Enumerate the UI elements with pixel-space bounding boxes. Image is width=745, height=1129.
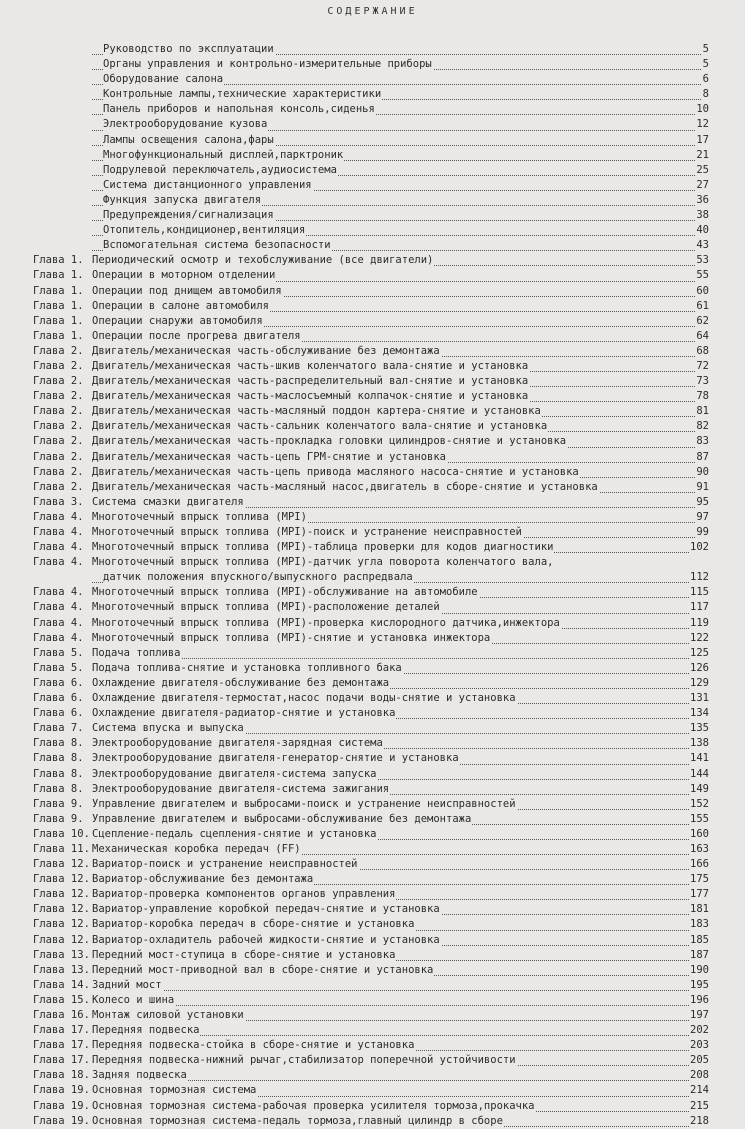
entry-title: Двигатель/механическая часть-обслуживание без демонтажа <box>92 344 441 359</box>
page-number: 141 <box>689 751 709 766</box>
entry-title: Охлаждение двигателя-радиатор-снятие и установка <box>92 706 396 721</box>
toc-entry <box>0 917 745 932</box>
page-number: 196 <box>689 993 709 1008</box>
entry-title: Система впуска и выпуска <box>92 721 245 736</box>
chapter-label: Глава 4. <box>33 600 85 615</box>
toc-entry <box>0 842 745 857</box>
toc-entry <box>0 480 745 495</box>
entry-title: Вариатор-коробка передач в сборе-снятие и установка <box>92 917 415 932</box>
page-number: 131 <box>689 691 709 706</box>
entry-title: Колесо и шина <box>92 993 175 1008</box>
page-number: 102 <box>689 540 709 555</box>
page-number: 215 <box>689 1099 709 1114</box>
entry-title: Охлаждение двигателя-обслуживание без демонтажа <box>92 676 390 691</box>
entry-title: Двигатель/механическая часть-шкив коленчатого вала-снятие и установка <box>92 359 529 374</box>
entry-title: Двигатель/механическая часть-распределительный вал-снятие и установка <box>92 374 529 389</box>
chapter-label: Глава 3. <box>33 495 85 510</box>
toc-entry <box>0 887 745 902</box>
toc-entry <box>0 540 745 555</box>
toc-entry <box>0 570 745 585</box>
page-number: 152 <box>689 797 709 812</box>
toc-entry <box>0 148 745 163</box>
chapter-label: Глава 12. <box>33 857 91 872</box>
page-number: 129 <box>689 676 709 691</box>
chapter-label: Глава 5. <box>33 661 85 676</box>
toc-entry <box>0 117 745 132</box>
chapter-label: Глава 1. <box>33 314 85 329</box>
toc-entry <box>0 948 745 963</box>
entry-title: Функция запуска двигателя <box>103 193 262 208</box>
entry-title: Управление двигателем и выбросами-поиск и устранение неисправностей <box>92 797 517 812</box>
entry-title: Основная тормозная система-педаль тормоза,главный цилиндр в сборе <box>92 1114 504 1129</box>
page-number: 144 <box>689 767 709 782</box>
chapter-label: Глава 10. <box>33 827 91 842</box>
entry-title: Многоточечный впрыск топлива (MPI)-проверка кислородного датчика,инжектора <box>92 616 561 631</box>
toc-entry <box>0 1068 745 1083</box>
chapter-label: Глава 2. <box>33 465 85 480</box>
entry-title: Электрооборудование двигателя-система зажигания <box>92 782 390 797</box>
chapter-label: Глава 19. <box>33 1083 91 1098</box>
page-number: 62 <box>695 314 709 329</box>
toc-entry <box>0 767 745 782</box>
toc-entry <box>0 706 745 721</box>
entry-title: Многоточечный впрыск топлива (MPI)-снятие и установка инжектора <box>92 631 491 646</box>
chapter-label: Глава 1. <box>33 299 85 314</box>
page-number: 90 <box>695 465 709 480</box>
entry-title: Вариатор-обслуживание без демонтажа <box>92 872 314 887</box>
page-number: 82 <box>695 419 709 434</box>
page-number: 91 <box>695 480 709 495</box>
toc-entry <box>0 902 745 917</box>
entry-title: Двигатель/механическая часть-масляный насос,двигатель в сборе-снятие и установка <box>92 480 599 495</box>
page-number: 166 <box>689 857 709 872</box>
toc-entry <box>0 299 745 314</box>
entry-title: Основная тормозная система <box>92 1083 257 1098</box>
toc-entry <box>0 812 745 827</box>
chapter-label: Глава 2. <box>33 389 85 404</box>
entry-title: Операции после прогрева двигателя <box>92 329 302 344</box>
entry-title: Электрооборудование двигателя-система запуска <box>92 767 377 782</box>
page-number: 119 <box>689 616 709 631</box>
entry-title: Многоточечный впрыск топлива (MPI)-таблица проверки для кодов диагностики <box>92 540 554 555</box>
page-number: 135 <box>689 721 709 736</box>
page-number: 38 <box>695 208 709 223</box>
entry-title: Подача топлива-снятие и установка топливного бака <box>92 661 403 676</box>
page-number: 68 <box>695 344 709 359</box>
page-number: 27 <box>695 178 709 193</box>
toc-entry <box>0 495 745 510</box>
entry-title: Двигатель/механическая часть-цепь привода масляного насоса-снятие и установка <box>92 465 580 480</box>
chapter-label: Глава 12. <box>33 902 91 917</box>
toc-entry <box>0 933 745 948</box>
toc-entry <box>0 87 745 102</box>
page-number: 202 <box>689 1023 709 1038</box>
entry-title: Задний мост <box>92 978 163 993</box>
page-number: 72 <box>695 359 709 374</box>
page-number: 83 <box>695 434 709 449</box>
entry-title: Операции под днищем автомобиля <box>92 284 283 299</box>
chapter-label: Глава 9. <box>33 812 85 827</box>
page-number: 73 <box>695 374 709 389</box>
toc-entry <box>0 284 745 299</box>
page-number: 214 <box>689 1083 709 1098</box>
chapter-label: Глава 13. <box>33 963 91 978</box>
chapter-label: Глава 6. <box>33 676 85 691</box>
toc-entry <box>0 600 745 615</box>
page-number: 195 <box>689 978 709 993</box>
chapter-label: Глава 12. <box>33 887 91 902</box>
chapter-label: Глава 16. <box>33 1008 91 1023</box>
entry-title: Вспомогательная система безопасности <box>103 238 332 253</box>
entry-title: Передний мост-ступица в сборе-снятие и установка <box>92 948 396 963</box>
toc-entry <box>0 102 745 117</box>
toc-entry <box>0 782 745 797</box>
toc-entry <box>0 736 745 751</box>
entry-title: Передняя подвеска-стойка в сборе-снятие и установка <box>92 1038 415 1053</box>
page-number: 81 <box>695 404 709 419</box>
toc-entry <box>0 359 745 374</box>
toc-entry <box>0 872 745 887</box>
chapter-label: Глава 12. <box>33 933 91 948</box>
page-number: 115 <box>689 585 709 600</box>
page-number: 60 <box>695 284 709 299</box>
page-number: 122 <box>689 631 709 646</box>
toc-entry <box>0 450 745 465</box>
entry-title: Вариатор-охладитель рабочей жидкости-снятие и установка <box>92 933 441 948</box>
entry-title: Операции снаружи автомобиля <box>92 314 264 329</box>
page-number: 138 <box>689 736 709 751</box>
toc-entry <box>0 661 745 676</box>
chapter-label: Глава 6. <box>33 706 85 721</box>
entry-title: Контрольные лампы,технические характеристики <box>103 87 382 102</box>
toc-entry <box>0 978 745 993</box>
toc-entry <box>0 631 745 646</box>
entry-title: Многоточечный впрыск топлива (MPI)-обслуживание на автомобиле <box>92 585 479 600</box>
toc-entry <box>0 676 745 691</box>
toc-entry <box>0 178 745 193</box>
chapter-label: Глава 2. <box>33 434 85 449</box>
page-number: 6 <box>702 72 709 87</box>
chapter-label: Глава 1. <box>33 329 85 344</box>
toc-entry <box>0 253 745 268</box>
page-number: 12 <box>695 117 709 132</box>
toc-entry <box>0 223 745 238</box>
chapter-label: Глава 2. <box>33 344 85 359</box>
entry-title: Двигатель/механическая часть-прокладка головки цилиндров-снятие и установка <box>92 434 567 449</box>
chapter-label: Глава 4. <box>33 555 85 570</box>
chapter-label: Глава 2. <box>33 419 85 434</box>
toc-entry <box>0 857 745 872</box>
toc-entry <box>0 374 745 389</box>
toc-entry <box>0 314 745 329</box>
page-number: 160 <box>689 827 709 842</box>
chapter-label: Глава 2. <box>33 404 85 419</box>
toc-entry <box>0 465 745 480</box>
toc-entry <box>0 1099 745 1114</box>
chapter-label: Глава 8. <box>33 736 85 751</box>
toc-entry <box>0 963 745 978</box>
toc-entry <box>0 329 745 344</box>
toc-entry <box>0 208 745 223</box>
page-number: 149 <box>689 782 709 797</box>
chapter-label: Глава 14. <box>33 978 91 993</box>
toc-entry <box>0 1038 745 1053</box>
entry-title: Подрулевой переключатель,аудиосистема <box>103 163 338 178</box>
entry-title: Вариатор-проверка компонентов органов управления <box>92 887 396 902</box>
chapter-label: Глава 8. <box>33 782 85 797</box>
page-number: 112 <box>689 570 709 585</box>
entry-title: Вариатор-управление коробкой передач-снятие и установка <box>92 902 441 917</box>
page-number: 87 <box>695 450 709 465</box>
page-number: 10 <box>695 102 709 117</box>
page-number: 17 <box>695 133 709 148</box>
toc-entry <box>0 510 745 525</box>
page-number: 97 <box>695 510 709 525</box>
entry-title: Многоточечный впрыск топлива (MPI)-расположение деталей <box>92 600 441 615</box>
toc-entry <box>0 404 745 419</box>
chapter-label: Глава 4. <box>33 540 85 555</box>
chapter-label: Глава 15. <box>33 993 91 1008</box>
toc-entry <box>0 993 745 1008</box>
page-number: 187 <box>689 948 709 963</box>
toc-entry <box>0 646 745 661</box>
chapter-label: Глава 18. <box>33 1068 91 1083</box>
page-number: 95 <box>695 495 709 510</box>
chapter-label: Глава 2. <box>33 480 85 495</box>
toc-entry <box>0 268 745 283</box>
entry-title: Электрооборудование двигателя-зарядная система <box>92 736 384 751</box>
toc-entry <box>0 238 745 253</box>
page-number: 205 <box>689 1053 709 1068</box>
toc-entry <box>0 721 745 736</box>
chapter-label: Глава 19. <box>33 1099 91 1114</box>
chapter-label: Глава 17. <box>33 1053 91 1068</box>
toc-entry <box>0 133 745 148</box>
entry-title: Система дистанционного управления <box>103 178 313 193</box>
toc-entry <box>0 1023 745 1038</box>
chapter-label: Глава 12. <box>33 917 91 932</box>
chapter-label: Глава 8. <box>33 767 85 782</box>
toc-entry <box>0 193 745 208</box>
toc-entry <box>0 42 745 57</box>
entry-title: Двигатель/механическая часть-сальник коленчатого вала-снятие и установка <box>92 419 548 434</box>
page-number: 78 <box>695 389 709 404</box>
entry-title: Многоточечный впрыск топлива (MPI)-поиск и устранение неисправностей <box>92 525 523 540</box>
page-number: 36 <box>695 193 709 208</box>
chapter-label: Глава 2. <box>33 374 85 389</box>
toc-entry <box>0 1114 745 1129</box>
chapter-label: Глава 6. <box>33 691 85 706</box>
toc-entry <box>0 163 745 178</box>
entry-title: Предупреждения/сигнализация <box>103 208 275 223</box>
chapter-label: Глава 17. <box>33 1038 91 1053</box>
page-number: 155 <box>689 812 709 827</box>
entry-title: Панель приборов и напольная консоль,сиденья <box>103 102 376 117</box>
toc-entry <box>0 57 745 72</box>
toc-entry <box>0 1083 745 1098</box>
entry-title: Механическая коробка передач (FF) <box>92 842 302 857</box>
entry-title: Вариатор-поиск и устранение неисправностей <box>92 857 359 872</box>
toc-entry <box>0 419 745 434</box>
entry-title: Двигатель/механическая часть-цепь ГРМ-снятие и установка <box>92 450 447 465</box>
page-number: 55 <box>695 268 709 283</box>
toc-entry <box>0 389 745 404</box>
chapter-label: Глава 2. <box>33 450 85 465</box>
entry-title: Управление двигателем и выбросами-обслуживание без демонтажа <box>92 812 472 827</box>
page-number: 99 <box>695 525 709 540</box>
entry-title: Передний мост-приводной вал в сборе-снятие и установка <box>92 963 434 978</box>
entry-title: Многоточечный впрыск топлива (MPI)-датчик угла поворота коленчатого вала, <box>92 555 554 570</box>
entry-title: Оборудование салона <box>103 72 224 87</box>
page-number: 61 <box>695 299 709 314</box>
entry-title: Система смазки двигателя <box>92 495 245 510</box>
entry-title: Руководство по эксплуатации <box>103 42 275 57</box>
page-number: 183 <box>689 917 709 932</box>
toc-entry <box>0 616 745 631</box>
page-number: 117 <box>689 600 709 615</box>
toc-entry <box>0 344 745 359</box>
page-number: 25 <box>695 163 709 178</box>
entry-title: Подача топлива <box>92 646 182 661</box>
entry-title: Передняя подвеска <box>92 1023 200 1038</box>
toc-entry <box>0 1008 745 1023</box>
entry-title: Задняя подвеска <box>92 1068 188 1083</box>
entry-title: Периодический осмотр и техобслуживание (все двигатели) <box>92 253 434 268</box>
chapter-label: Глава 8. <box>33 751 85 766</box>
page-number: 126 <box>689 661 709 676</box>
page-number: 197 <box>689 1008 709 1023</box>
chapter-label: Глава 4. <box>33 510 85 525</box>
page-number: 181 <box>689 902 709 917</box>
chapter-label: Глава 1. <box>33 284 85 299</box>
page-number: 43 <box>695 238 709 253</box>
page-number: 185 <box>689 933 709 948</box>
page-number: 125 <box>689 646 709 661</box>
entry-title: Многоточечный впрыск топлива (MPI) <box>92 510 308 525</box>
entry-title: Основная тормозная система-рабочая проверка усилителя тормоза,прокачка <box>92 1099 536 1114</box>
page-number: 64 <box>695 329 709 344</box>
entry-title: Органы управления и контрольно-измерительные приборы <box>103 57 433 72</box>
entry-title: Монтаж силовой установки <box>92 1008 245 1023</box>
entry-title: Электрооборудование кузова <box>103 117 268 132</box>
chapter-label: Глава 7. <box>33 721 85 736</box>
toc-entry <box>0 691 745 706</box>
toc-entry <box>0 525 745 540</box>
toc-entry <box>0 555 745 570</box>
entry-title: Передняя подвеска-нижний рычаг,стабилизатор поперечной устойчивости <box>92 1053 517 1068</box>
page-number: 134 <box>689 706 709 721</box>
toc-entry <box>0 827 745 842</box>
entry-title: Сцепление-педаль сцепления-снятие и установка <box>92 827 377 842</box>
entry-title: Охлаждение двигателя-термостат,насос подачи воды-снятие и установка <box>92 691 517 706</box>
page-number: 40 <box>695 223 709 238</box>
chapter-label: Глава 17. <box>33 1023 91 1038</box>
dot-leader <box>92 989 709 991</box>
entry-title: Многофункциональный дисплей,парктроник <box>103 148 344 163</box>
page-number: 218 <box>689 1114 709 1129</box>
chapter-label: Глава 2. <box>33 359 85 374</box>
page-number: 208 <box>689 1068 709 1083</box>
toc-entry <box>0 434 745 449</box>
toc-entry <box>0 797 745 812</box>
page-number: 8 <box>702 87 709 102</box>
page-number: 177 <box>689 887 709 902</box>
page-number: 5 <box>702 42 709 57</box>
toc-entry <box>0 72 745 87</box>
toc-entry <box>0 1053 745 1068</box>
entry-title: Операции в салоне автомобиля <box>92 299 270 314</box>
page-number: 53 <box>695 253 709 268</box>
chapter-label: Глава 1. <box>33 253 85 268</box>
entry-title: Двигатель/механическая часть-маслосъемный колпачок-снятие и установка <box>92 389 529 404</box>
entry-title: Электрооборудование двигателя-генератор-снятие и установка <box>92 751 460 766</box>
page-number: 5 <box>702 57 709 72</box>
chapter-label: Глава 5. <box>33 646 85 661</box>
dot-leader <box>92 657 709 659</box>
chapter-label: Глава 9. <box>33 797 85 812</box>
page-number: 175 <box>689 872 709 887</box>
chapter-label: Глава 1. <box>33 268 85 283</box>
chapter-label: Глава 12. <box>33 872 91 887</box>
page-number: 163 <box>689 842 709 857</box>
chapter-label: Глава 4. <box>33 631 85 646</box>
entry-title: Операции в моторном отделении <box>92 268 276 283</box>
entry-title: Отопитель,кондиционер,вентиляция <box>103 223 306 238</box>
entry-title: Лампы освещения салона,фары <box>103 133 275 148</box>
table-of-contents <box>0 42 745 1129</box>
chapter-label: Глава 19. <box>33 1114 91 1129</box>
chapter-label: Глава 4. <box>33 616 85 631</box>
chapter-label: Глава 4. <box>33 585 85 600</box>
page-number: 203 <box>689 1038 709 1053</box>
dot-leader <box>92 1004 709 1006</box>
entry-title: Двигатель/механическая часть-масляный поддон картера-снятие и установка <box>92 404 542 419</box>
toc-entry <box>0 751 745 766</box>
chapter-label: Глава 13. <box>33 948 91 963</box>
toc-entry <box>0 585 745 600</box>
chapter-label: Глава 11. <box>33 842 91 857</box>
entry-title: датчик положения впускного/выпускного распредвала <box>103 570 414 585</box>
chapter-label: Глава 4. <box>33 525 85 540</box>
page-number: 21 <box>695 148 709 163</box>
page-number: 190 <box>689 963 709 978</box>
page-title: СОДЕРЖАНИЕ <box>327 6 418 17</box>
